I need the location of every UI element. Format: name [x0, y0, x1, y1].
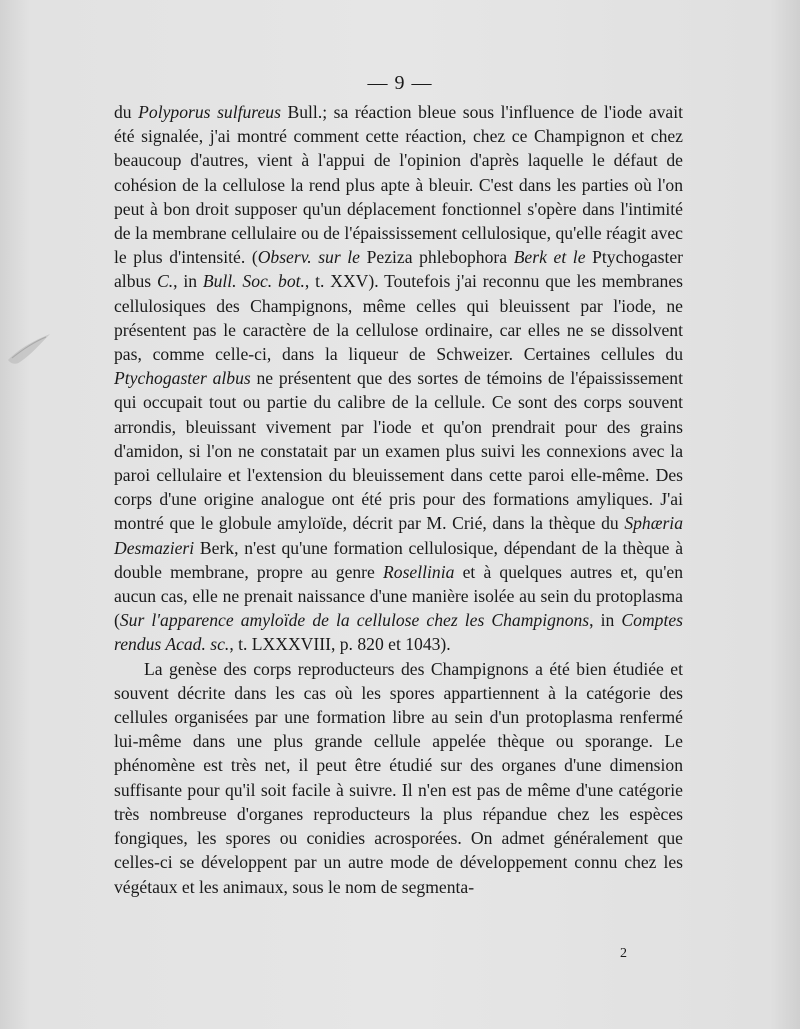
text-run: , t. LXXXVIII, p. 820 et 1043).: [229, 634, 451, 655]
text-run: Ptychogaster albus: [114, 247, 684, 292]
paragraph-1: [114, 100, 683, 657]
text-run: ne présentent que des sortes de témoins de l'épaississement qui occupait tout ou partie du calibre de la cellule. Ce sont des corps souvent arrondis, bleuissant vivement par l'iode et qu'on prendrait pour des grains d'amidon, si l'on ne constatait par un examen plus suivi les connexions avec la paroi cellulaire et l'extension du bleuissement dans cette paroi elle-même. Des corps d'une origine analogue ont été pris pour des formations amyliques. J'ai montré que le globule amyloïde, décrit par M. Crié, dans la thèque du: [114, 368, 683, 534]
signature-mark: 2: [620, 946, 627, 961]
italic-run: Bull. Soc. bot.: [202, 271, 305, 292]
text-run: Bull.; sa réaction bleue sous l'influence de l'iode avait été signalée, j'ai montré comment cette réaction, chez ce Champignon et chez beaucoup d'autres, vient à l'appui de l'opinion d'après laquelle le défaut de cohésion de la cellulose la rend plus apte à bleuir. C'est dans les parties où l'on peut à bon droit supposer qu'un déplacement fonctionnel s'opère dans l'intimité de la membrane cellulaire ou de l'épaississement cellulosique, qu'elle réagit avec le plus d'intensité. (: [114, 102, 683, 268]
text-run: Peziza phlebophora: [360, 247, 514, 268]
italic-run: Sur l'apparence amyloïde de la cellulose chez les Champignons: [119, 610, 590, 631]
italic-run: Observ. sur le: [257, 247, 360, 268]
body-text: [114, 100, 683, 899]
italic-run: Sphæria Desmazieri: [114, 513, 683, 558]
text-run: du: [114, 102, 139, 122]
text-run: , t. XXV). Toutefois j'ai reconnu que les membranes cellulosiques des Champignons, même celles qui bleuissent par l'iode, ne présentent pas le caractère de la cellulose ordinaire, car elles ne se dissolvent pas, comme celle-ci, dans la liqueur de Schweizer. Certaines cellules du: [114, 271, 683, 365]
text-run: , in: [173, 271, 203, 292]
italic-run: Polyporus sulfureus: [138, 102, 281, 122]
margin-stain: [6, 330, 52, 370]
text-run: , in: [589, 610, 622, 631]
italic-run: Berk et le: [513, 247, 586, 268]
text-run: et à quelques autres et, qu'en aucun cas, elle ne prenait naissance d'une manière isolée au sein du protoplasma (: [114, 561, 683, 631]
paragraph-2: La genèse des corps reproducteurs des Champignons a été bien étudiée et souvent décrite dans les cas où les spores appartiennent à la catégorie des cellules organisées par une formation libre au sein d'un protoplasma renfermé lui-même dans une plus grande cellule appelée thèque ou sporange. Le phénomène est très net, il peut être étudié sur des organes d'une dimension suffisante pour qu'il soit facile à suivre. Il n'en est pas de même d'une catégorie très nombreuse d'organes reproducteurs la plus répandue chez les espèces fongiques, les spores ou conidies acrosporées. On admet généralement que celles-ci se développent par un autre mode de développement connu chez les végétaux et les animaux, sous le nom de segmenta-: [114, 658, 683, 897]
italic-run: C.: [156, 271, 174, 292]
italic-run: Ptychogaster albus: [114, 368, 251, 389]
italic-run: Comptes rendus Acad. sc.: [114, 610, 683, 655]
page-number: — 9 —: [367, 72, 433, 94]
text-run: Berk, n'est qu'une formation cellulosique, dépendant de la thèque à double membrane, propre au genre: [114, 537, 683, 582]
italic-run: Rosellinia: [383, 561, 455, 582]
